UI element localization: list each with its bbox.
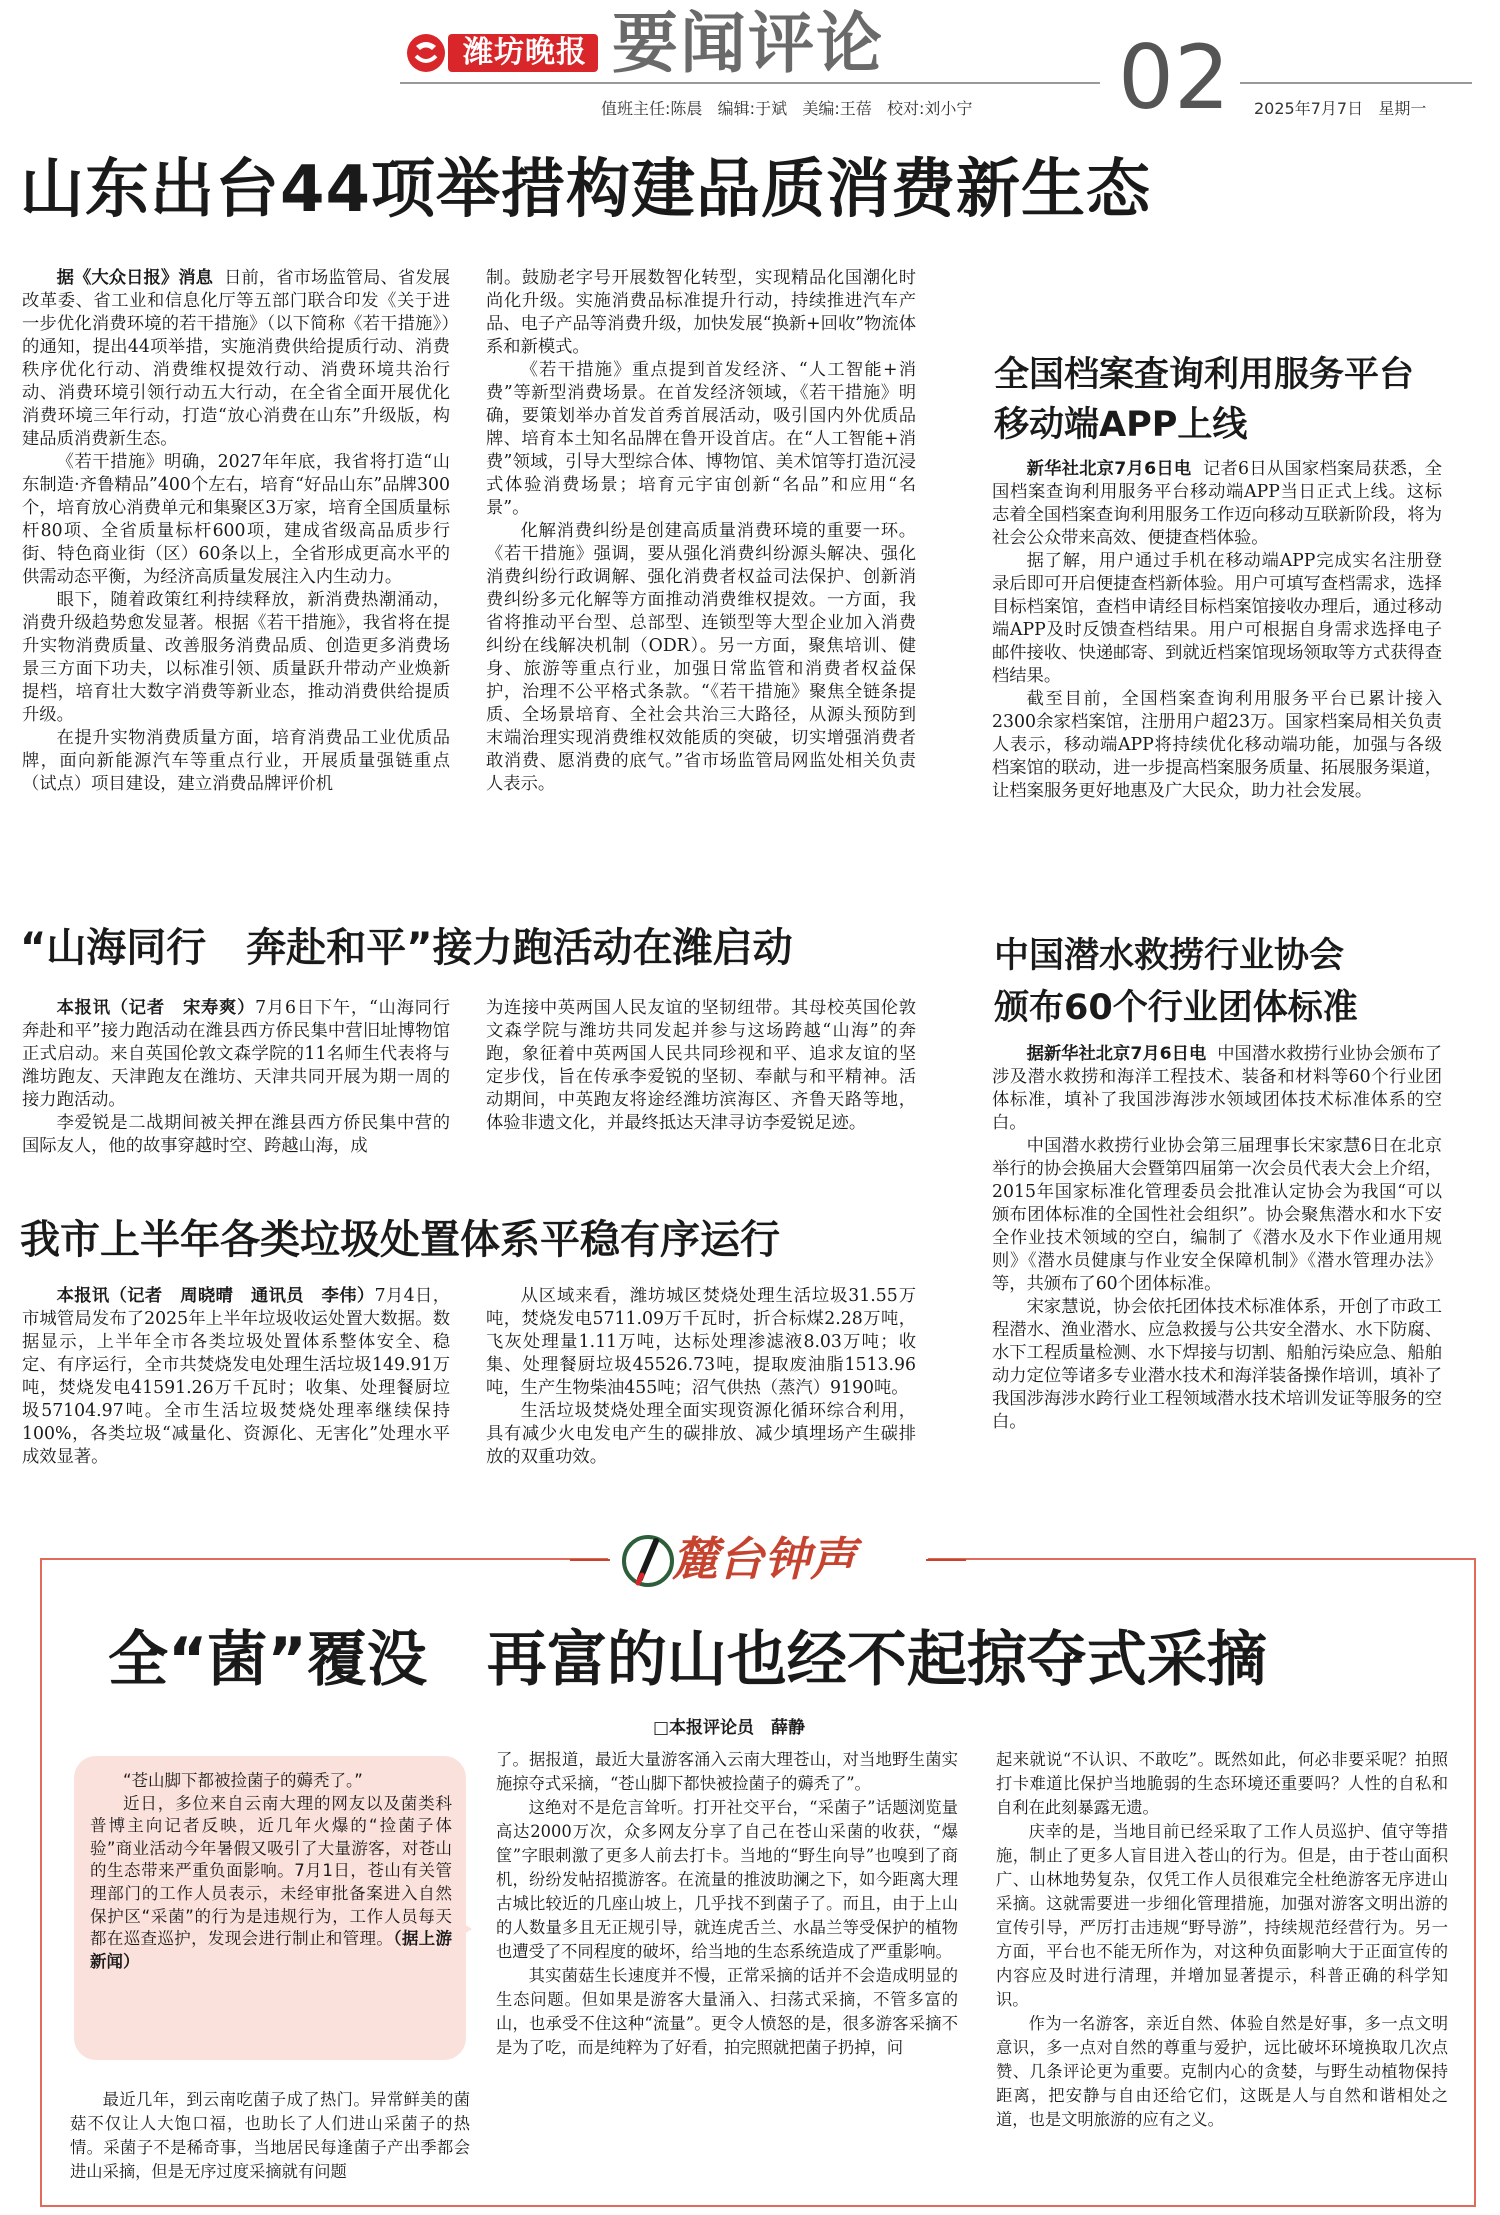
masthead-rule-right: [1240, 82, 1472, 84]
paragraph: 制。鼓励老字号开展数智化转型，实现精品化国潮化时尚化升级。实施消费品标准提升行动，持续推进汽车产品、电子产品等消费升级，加快发展“换新+回收”物流体系和新模式。: [486, 268, 916, 357]
paragraph: 其实菌菇生长速度并不慢，正常采摘的话并不会造成明显的生态问题。但如果是游客大量涌入、扫荡式采摘，不管多富的山，也承受不住这种“流量”。更令人愤怒的是，很多游客采摘不是为了吃，而是纯粹为了好看，拍完照就把菌子扔掉，问: [496, 1966, 958, 2057]
article-diving-standards: [992, 1043, 1442, 1434]
paragraph: 日前，省市场监管局、省发展改革委、省工业和信息化厅等五部门联合印发《关于进一步优化消费环境的若干措施》（以下简称《若干措施》）的通知，提出44项举措，实施消费供给提质行动、消费秩序优化行动、消费维权提效行动、消费环境共治行动、消费环境引领行动五大行动，在全省全面开展优化消费环境三年行动，打造“放心消费在山东”升级版，构建品质消费新生态。: [22, 268, 450, 449]
paragraph: 《若干措施》重点提到首发经济、“人工智能+消费”等新型消费场景。在首发经济领域，《若干措施》明确，要策划举办首发首秀首展活动，吸引国内外优质品牌、培育本土知名品牌在鲁开设首店。在“人工智能+消费”领域，引导大型综合体、博物馆、美术馆等打造沉浸式体验消费场景；培育元宇宙创新“名品”和应用“名景”。: [486, 360, 916, 518]
paragraph: 庆幸的是，当地目前已经采取了工作人员巡护、值守等措施，制止了更多人盲目进入苍山的行为。但是，由于苍山面积广、山林地势复杂，仅凭工作人员很难完全杜绝游客无序进山采摘。这就需要进一步细化管理措施，加强对游客文明出游的宣传引导，严厉打击违规“野导游”，持续规范经营行为。另一方面，平台也不能无所作为，对这种负面影响大于正面宣传的内容应及时进行清理，并增加显著提示，科普正确的科学知识。: [996, 1822, 1448, 2009]
commentary-col2: [496, 1748, 958, 2060]
bubble-tail: [450, 1915, 472, 1943]
paragraph: 为连接中英两国人民友谊的坚韧纽带。其母校英国伦敦文森学院与潍坊共同发起并参与这场跨越“山海”的奔跑，象征着中英两国人民共同珍视和平、追求友谊的坚定步伐，旨在传承李爱锐的坚韧、奉献与和平精神。活动期间，中英跑友将途经潍坊滨海区、齐鲁天路等地，体验非遗文化，并最终抵达天津寻访李爱锐足迹。: [486, 998, 916, 1133]
commentary-col3: [996, 1748, 1448, 2132]
article-archive-app: [992, 458, 1442, 803]
page-number: 02: [1118, 26, 1230, 129]
paragraph: 截至目前，全国档案查询利用服务平台已累计接入2300余家档案馆，注册用户超23万。国家档案局相关负责人表示，移动端APP将持续优化移动端功能，加强与各级档案馆的联动，进一步提高档案服务质量、拓展服务渠道，让档案服务更好地惠及广大民众，助力社会发展。: [992, 689, 1442, 801]
dateline: 本报讯（记者 宋寿爽）: [56, 998, 256, 1018]
commentary-byline: □本报评论员 薛静: [653, 1718, 806, 1738]
article-relay-run-col2: [486, 997, 916, 1135]
section-title: 要闻评论: [612, 5, 884, 82]
date: 2025年7月7日: [1254, 99, 1364, 118]
commentary-col1: [70, 2088, 470, 2184]
article-relay-run-col1: [22, 997, 468, 1158]
paragraph: 从区域来看，潍坊城区焚烧处理生活垃圾31.55万吨，焚烧发电5711.09万千瓦时，折合标煤2.28万吨，飞灰处理量1.11万吨，达标处理渗滤液8.03万吨；收集、处理餐厨垃圾45526.73吨，提取废油脂1513.96吨，生产生物柴油455吨；沼气供热（蒸汽）9190吨。: [486, 1286, 916, 1398]
paragraph: 记者6日从国家档案局获悉，全国档案查询利用服务平台移动端APP当日正式上线。这标志着全国档案查询利用服务工作迈向移动互联新阶段，将为社会公众带来高效、便捷查档体验。: [992, 459, 1442, 548]
paragraph: 中国潜水救捞行业协会颁布了涉及潜水救捞和海洋工程技术、装备和材料等60个行业团体标准，填补了我国涉海涉水领域团体技术标准体系的空白。: [992, 1044, 1442, 1133]
column-badge: [608, 1525, 928, 1595]
headline-line: 移动端APP上线: [994, 405, 1248, 445]
article-consumption-col1: [22, 267, 450, 796]
dateline: 据《大众日报》消息: [56, 268, 213, 288]
paragraph: 7月6日下午，“山海同行 奔赴和平”接力跑活动在潍县西方侨民集中营旧址博物馆正式启动。来自英国伦敦文森学院的11名师生代表将与潍坊跑友、天津跑友在潍坊、天津共同开展为期一周的接力跑活动。: [22, 998, 468, 1110]
issue-date: [1254, 96, 1426, 119]
headline-line: 颁布60个行业团体标准: [994, 988, 1358, 1028]
headline-line: 中国潜水救捞行业协会: [994, 936, 1345, 976]
news-quote: [90, 1770, 452, 1973]
paragraph: 宋家慧说，协会依托团体技术标准体系，开创了市政工程潜水、渔业潜水、应急救援与公共安全潜水、水下防腐、水下工程质量检测、水下焊接与切割、船舶污染应急、船舶动力定位等诸多专业潜水技术和海洋装备操作培训，填补了我国涉海涉水跨行业工程领域潜水技术培训发证等服务的空白。: [992, 1297, 1442, 1432]
paragraph: 在提升实物消费质量方面，培育消费品工业优质品牌，面向新能源汽车等重点行业，开展质量强链重点（试点）项目建设，建立消费品牌评价机: [22, 728, 450, 794]
brush-pen-icon: [618, 1531, 678, 1591]
commentary-headline: 全“菌”覆没 再富的山也经不起掠夺式采摘: [108, 1625, 1267, 1695]
masthead-rule-left: [400, 82, 1100, 84]
dateline: 据新华社北京7月6日电: [1026, 1044, 1207, 1064]
diving-standards-headline: [994, 930, 1358, 1034]
quote-source: （据上游新闻）: [90, 1929, 453, 1971]
paragraph: 作为一名游客，亲近自然、体验自然是好事，多一点文明意识，多一点对自然的尊重与爱护，远比破坏环境换取几次点赞、几条评论更为重要。克制内心的贪婪，与野生动植物保持距离，把安静与自由还给它们，这既是人与自然和谐相处之道，也是文明旅游的应有之义。: [996, 2014, 1448, 2129]
paragraph: 生活垃圾焚烧处理全面实现资源化循环综合利用，具有减少火电发电产生的碳排放、减少填埋场产生碳排放的双重功效。: [486, 1401, 916, 1467]
paragraph: 据了解，用户通过手机在移动端APP完成实名注册登录后即可开启便捷查档新体验。用户可填写查档需求，选择目标档案馆，查档申请经目标档案馆接收办理后，通过移动端APP及时反馈查档结果。用户可根据自身需求选择电子邮件接收、快递邮寄、到就近档案馆现场领取等方式获得查档结果。: [992, 551, 1442, 686]
paragraph: 最近几年，到云南吃菌子成了热门。异常鲜美的菌菇不仅让人大饱口福，也助长了人们进山采菌子的热情。采菌子不是稀奇事，当地居民每逢菌子产出季都会进山采摘，但是无序过度采摘就有问题: [70, 2090, 470, 2181]
paper-name: 潍坊晚报: [463, 35, 587, 70]
paragraph: 《若干措施》明确，2027年年底，我省将打造“山东制造·齐鲁精品”400个左右，培育“好品山东”品牌300个，培育放心消费单元和集聚区3万家，培育全国质量标杆80项、全省质量标杆600项，建成省级高品质步行街、特色商业街（区）60条以上，全省形成更高水平的供需动态平衡，为经济高质量发展注入内生动力。: [22, 452, 450, 587]
editor-credit: 美编:王蓓: [802, 99, 872, 118]
editor-credit: 校对:刘小宁: [887, 99, 973, 118]
article-garbage-col2: [486, 1285, 916, 1469]
paragraph: 7月4日，市城管局发布了2025年上半年垃圾收运处置大数据。数据显示，上半年全市各类垃圾处置体系整体安全、稳定、有序运行，全市共焚烧发电处理生活垃圾149.91万吨，焚烧发电41591.26万千瓦时；收集、处理餐厨垃圾57104.97吨。全市生活垃圾焚烧处理率继续保持100%，各类垃圾“减量化、资源化、无害化”处理水平成效显著。: [22, 1286, 450, 1467]
quote-body: 近日，多位来自云南大理的网友以及菌类科普博主向记者反映，近几年火爆的“捡菌子体验”商业活动今年暑假又吸引了大量游客，对苍山的生态带来严重负面影响。7月1日，苍山有关管理部门的工作人员表示，未经审批备案进入自然保护区“采菌”的行为是违规行为，工作人员每天都在巡查巡护，发现会进行制止和管理。: [90, 1793, 452, 1949]
garbage-headline: 我市上半年各类垃圾处置体系平稳有序运行: [20, 1217, 780, 1263]
editor-credit: 值班主任:陈晨: [601, 99, 703, 118]
headline-line: 全国档案查询利用服务平台: [994, 355, 1415, 395]
paragraph: 中国潜水救捞行业协会第三届理事长宋家慧6日在北京举行的协会换届大会暨第四届第一次会员代表大会上介绍，2015年国家标准化管理委员会批准认定协会为我国“可以颁布团体标准的全国性社会组织”。协会聚焦潜水和水下安全作业技术领域的空白，编制了《潜水及水下作业通用规则》《潜水员健康与作业安全保障机制》《潜水管理办法》等，共颁布了60个团体标准。: [992, 1136, 1442, 1294]
dateline: 本报讯（记者 周晓晴 通讯员 李伟）: [56, 1286, 375, 1306]
quote-lead: “苍山脚下都被捡菌子的薅秃了。”: [123, 1771, 363, 1790]
masthead-logo: [402, 28, 602, 78]
paragraph: 这绝对不是危言耸听。打开社交平台，“采菌子”话题浏览量高达2000万次，众多网友分享了自己在苍山采菌的收获，“爆筐”字眼刺激了更多人前去打卡。当地的“野生向导”也嗅到了商机，纷纷发帖招揽游客。在流量的推波助澜之下，如今距离大理古城比较近的几座山坡上，几乎找不到菌子了。而且，由于上山的人数量多且无正规引导，就连虎舌兰、水晶兰等受保护的植物也遭受了不同程度的破坏，给当地的生态系统造成了严重影响。: [496, 1798, 958, 1961]
article-garbage-col1: [22, 1285, 450, 1469]
paragraph: 了。据报道，最近大量游客涌入云南大理苍山，对当地野生菌实施掠夺式采摘，“苍山脚下都快被捡菌子的薅秃了”。: [496, 1750, 958, 1793]
column-name: 麓台钟声: [672, 1532, 856, 1586]
dateline: 新华社北京7月6日电: [1026, 459, 1192, 479]
paragraph: 化解消费纠纷是创建高质量消费环境的重要一环。《若干措施》强调，要从强化消费纠纷源头解决、强化消费纠纷行政调解、强化消费者权益司法保护、创新消费纠纷多元化解等方面推动消费维权提效。一方面，我省将推动平台型、总部型、连锁型等大型企业加入消费纠纷在线解决机制（ODR）。另一方面，聚焦培训、健身、旅游等重点行业，加强日常监管和消费者权益保护，治理不公平格式条款。“《若干措施》聚焦全链条提质、全场景培育、全社会共治三大路径，从源头预防到末端治理实现消费维权效能质的突破，切实增强消费者敢消费、愿消费的底气。”省市场监管局网监处相关负责人表示。: [486, 521, 916, 794]
archive-app-headline: [994, 350, 1414, 450]
editor-credit: 编辑:于斌: [717, 99, 788, 118]
paragraph: 李爱锐是二战期间被关押在潍县西方侨民集中营的国际友人，他的故事穿越时空、跨越山海，成: [22, 1113, 450, 1156]
weekday: 星期一: [1378, 99, 1427, 118]
article-consumption-col2: [486, 267, 916, 796]
relay-run-headline: “山海同行 奔赴和平”接力跑活动在潍启动: [20, 925, 793, 971]
main-headline: 山东出台44项举措构建品质消费新生态: [20, 153, 1152, 227]
editor-credits: [601, 96, 972, 119]
paragraph: 起来就说“不认识、不敢吃”。既然如此，何必非要采呢？拍照打卡难道比保护当地脆弱的生态环境还重要吗？人性的自私和自利在此刻暴露无遗。: [996, 1750, 1448, 1817]
paragraph: 眼下，随着政策红利持续释放，新消费热潮涌动，消费升级趋势愈发显著。根据《若干措施》，我省将在提升实物消费质量、改善服务消费品质、创造更多消费场景三方面下功夫，以标准引领、质量跃升带动产业焕新提档，培育壮大数字消费等新业态，推动消费供给提质升级。: [22, 590, 450, 725]
